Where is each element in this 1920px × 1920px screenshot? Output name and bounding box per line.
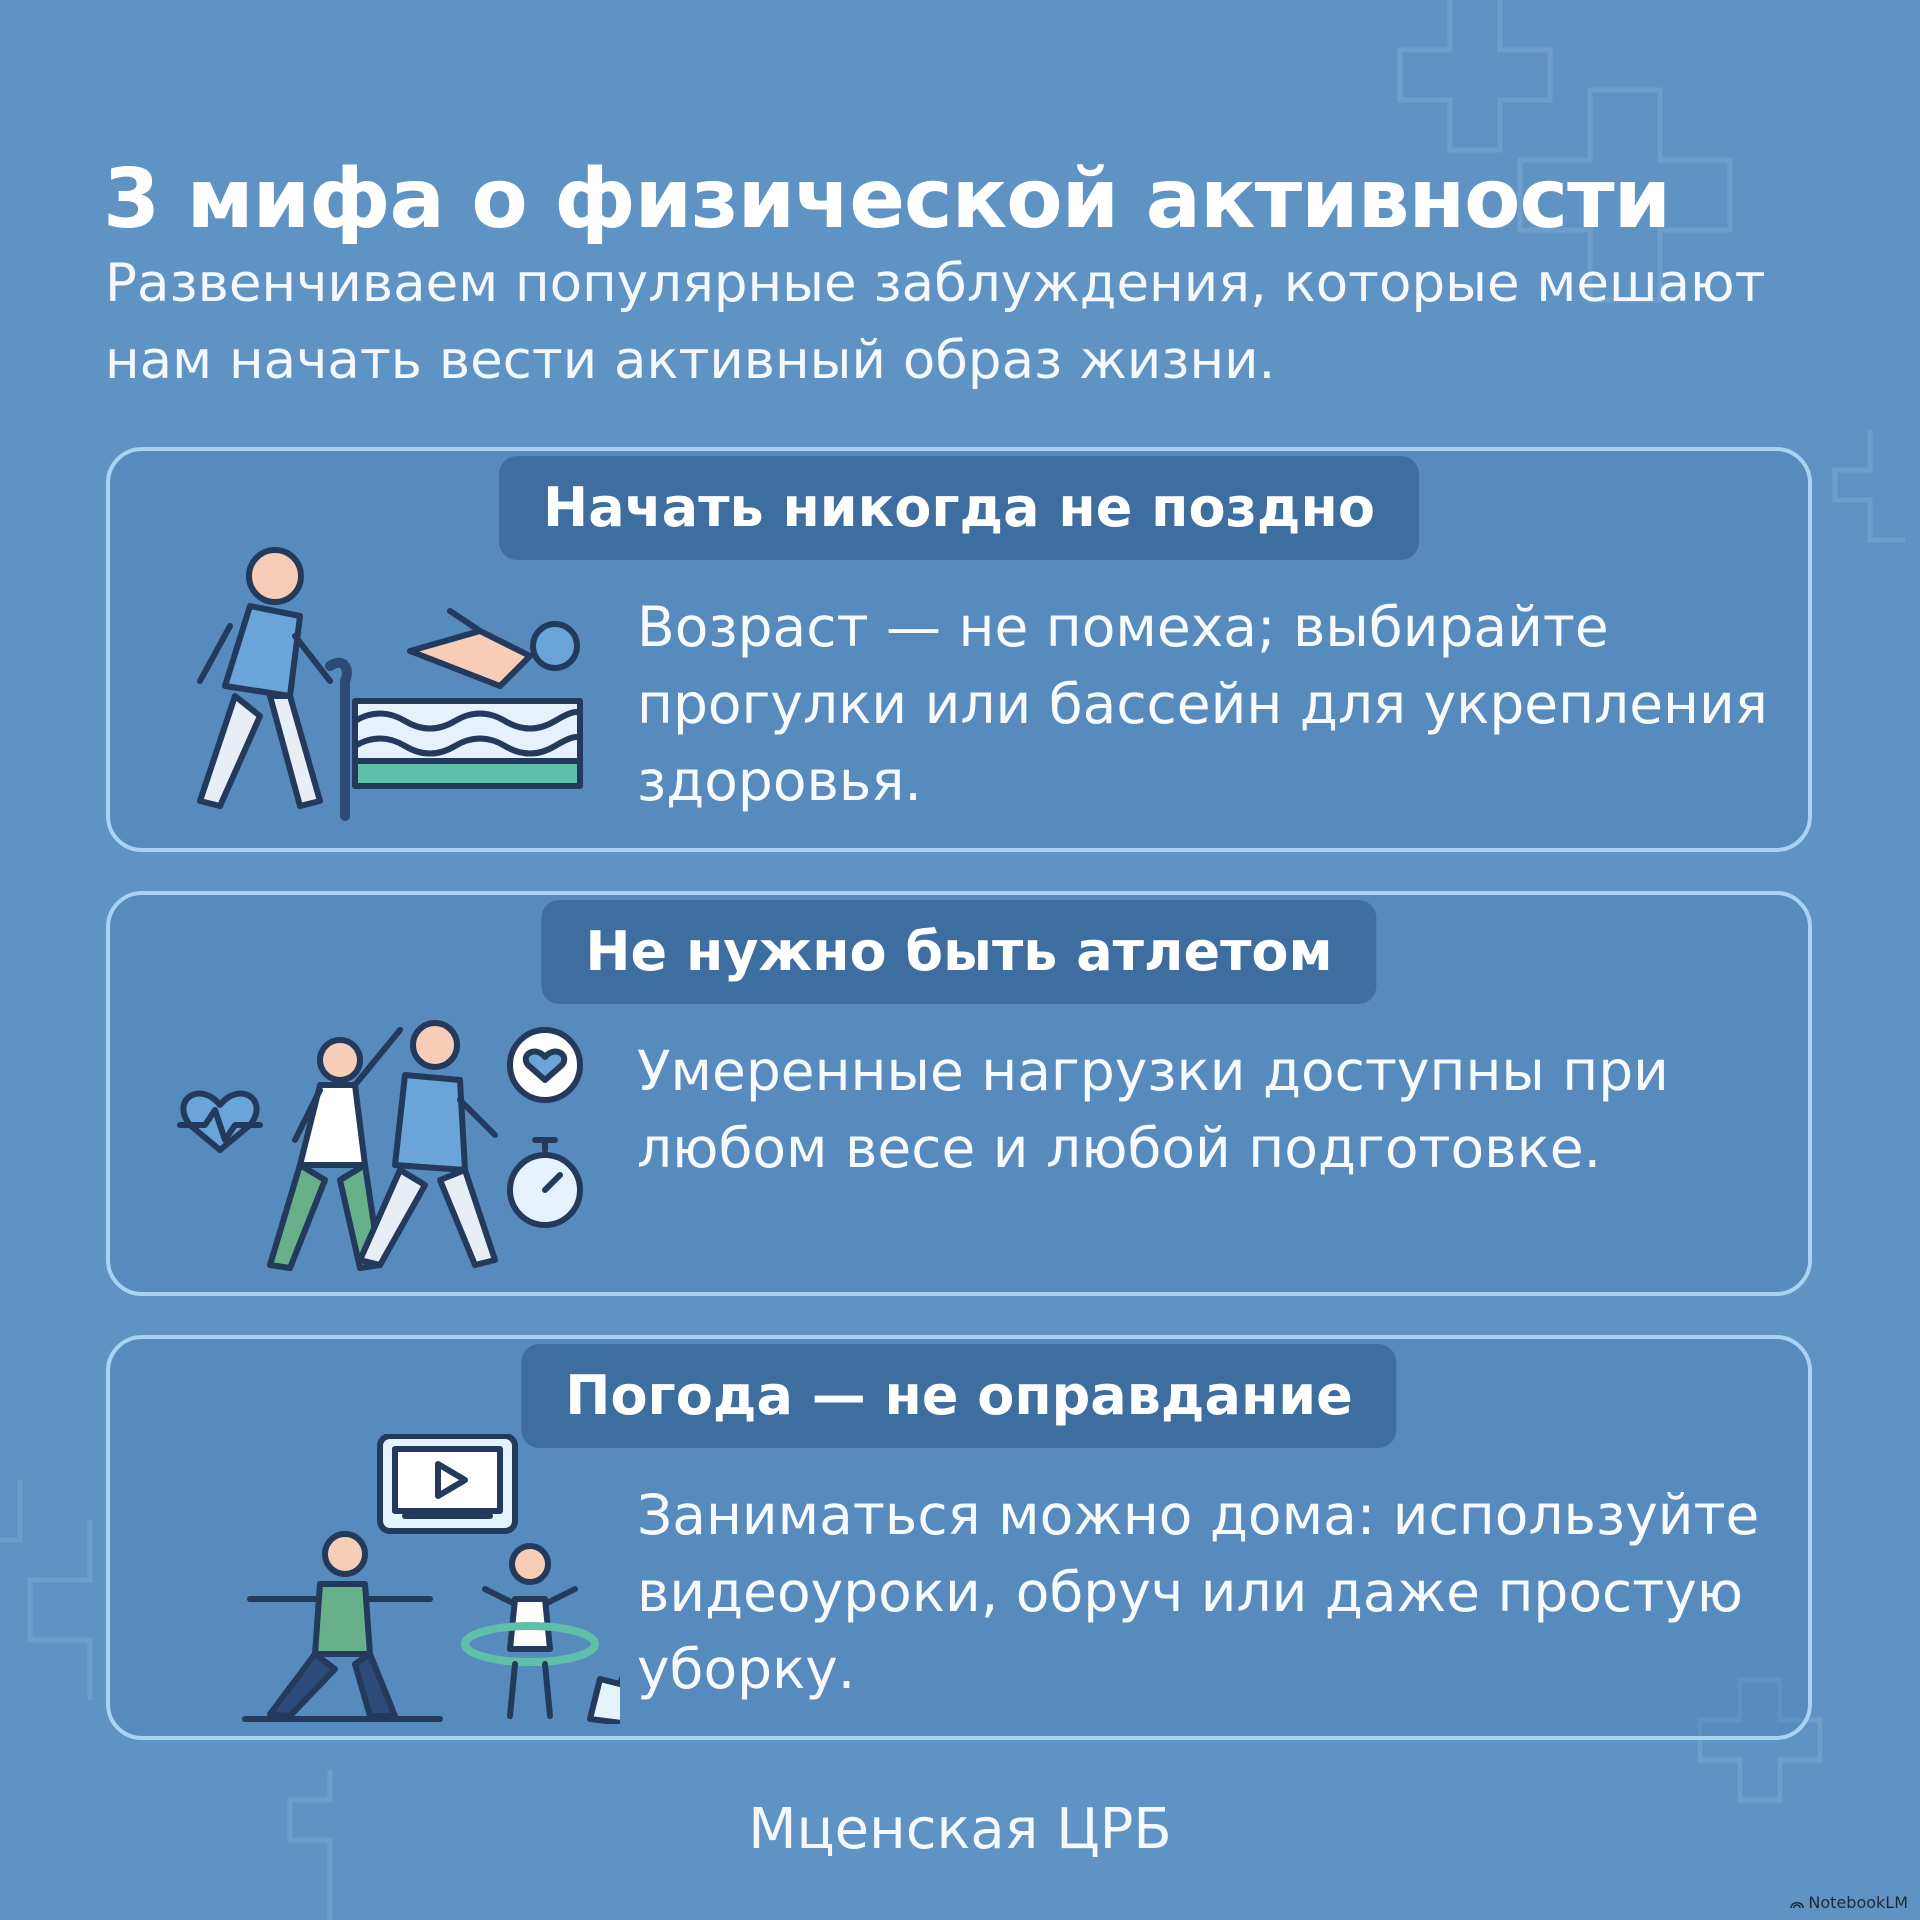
myth-text: Умеренные нагрузки доступны при любом весе и любой подготовке. (637, 1039, 1669, 1180)
myth-heading: Начать никогда не поздно (499, 456, 1419, 560)
watermark-label: NotebookLM (1808, 1893, 1908, 1912)
footer-organization: Мценская ЦРБ (748, 1797, 1172, 1862)
myth-card-weather (106, 1335, 1812, 1740)
myth-card-age (106, 447, 1812, 852)
page-subtitle: Развенчиваем популярные заблуждения, которые мешают нам начать вести активный образ жизни. (105, 253, 1766, 391)
myth-text: Возраст — не помеха; выбирайте прогулки или бассейн для укрепления здоровья. (637, 595, 1768, 813)
myth-text: Заниматься можно дома: используйте видеоуроки, обруч или даже простую уборку. (637, 1483, 1760, 1701)
myth-heading: Погода — не оправдание (521, 1344, 1396, 1448)
myth-card-athlete (106, 891, 1812, 1296)
myth-heading: Не нужно быть атлетом (541, 900, 1376, 1004)
people-exercising-heart-stopwatch-icon (150, 990, 620, 1280)
notebooklm-logo-icon (1790, 1897, 1804, 1909)
page-title: 3 мифа о физической активности (103, 151, 1671, 247)
watermark (1790, 1893, 1908, 1912)
elderly-walker-and-swimmer-icon (150, 546, 620, 836)
home-workout-video-hoop-mop-icon (150, 1434, 620, 1724)
